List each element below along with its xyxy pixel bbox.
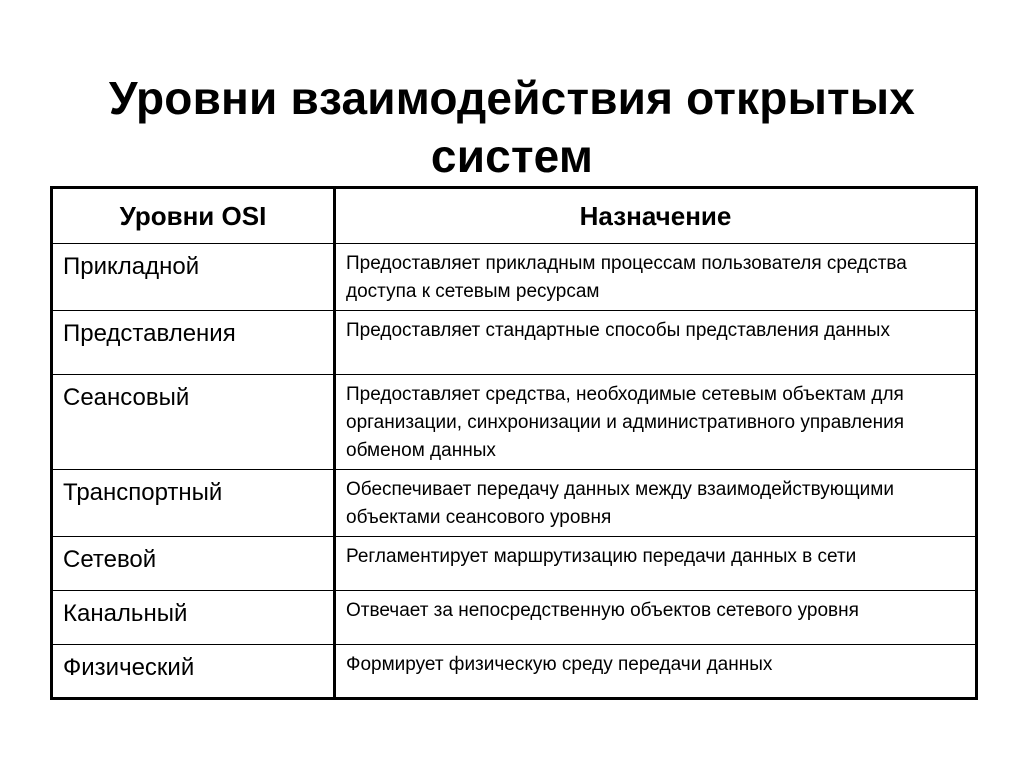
- table-row: [52, 470, 977, 537]
- osi-levels-table: [50, 186, 978, 700]
- table-header-row: [52, 188, 977, 244]
- level-purpose-cell: Предоставляет прикладным процессам пользователя средства доступа к сетевым ресурсам: [335, 244, 977, 311]
- column-header-levels: Уровни OSI: [52, 188, 335, 244]
- slide-title-line-2: систем: [430, 129, 594, 182]
- level-name-cell: Представления: [52, 311, 335, 375]
- level-purpose-cell: Отвечает за непосредственную объектов сетевого уровня: [335, 591, 977, 645]
- level-name-cell: Физический: [52, 645, 335, 699]
- level-name-cell: Прикладной: [52, 244, 335, 311]
- column-header-purpose: Назначение: [335, 188, 977, 244]
- table-row: [52, 244, 977, 311]
- level-name-cell: Сетевой: [52, 537, 335, 591]
- level-name-cell: Транспортный: [52, 470, 335, 537]
- table-row: [52, 591, 977, 645]
- table-row: [52, 375, 977, 470]
- level-name-cell: Сеансовый: [52, 375, 335, 470]
- level-purpose-cell: Формирует физическую среду передачи данных: [335, 645, 977, 699]
- level-purpose-cell: Предоставляет стандартные способы представления данных: [335, 311, 977, 375]
- level-purpose-cell: Обеспечивает передачу данных между взаимодействующими объектами сеансового уровня: [335, 470, 977, 537]
- level-name-cell: Канальный: [52, 591, 335, 645]
- slide-title-line-1: Уровни взаимодействия открытых: [108, 71, 916, 124]
- slide-title: [0, 69, 1024, 185]
- table-row: [52, 311, 977, 375]
- level-purpose-cell: Предоставляет средства, необходимые сетевым объектам для организации, синхронизации и административного управления обменом данных: [335, 375, 977, 470]
- level-purpose-cell: Регламентирует маршрутизацию передачи данных в сети: [335, 537, 977, 591]
- table-row: [52, 537, 977, 591]
- table-row: [52, 645, 977, 699]
